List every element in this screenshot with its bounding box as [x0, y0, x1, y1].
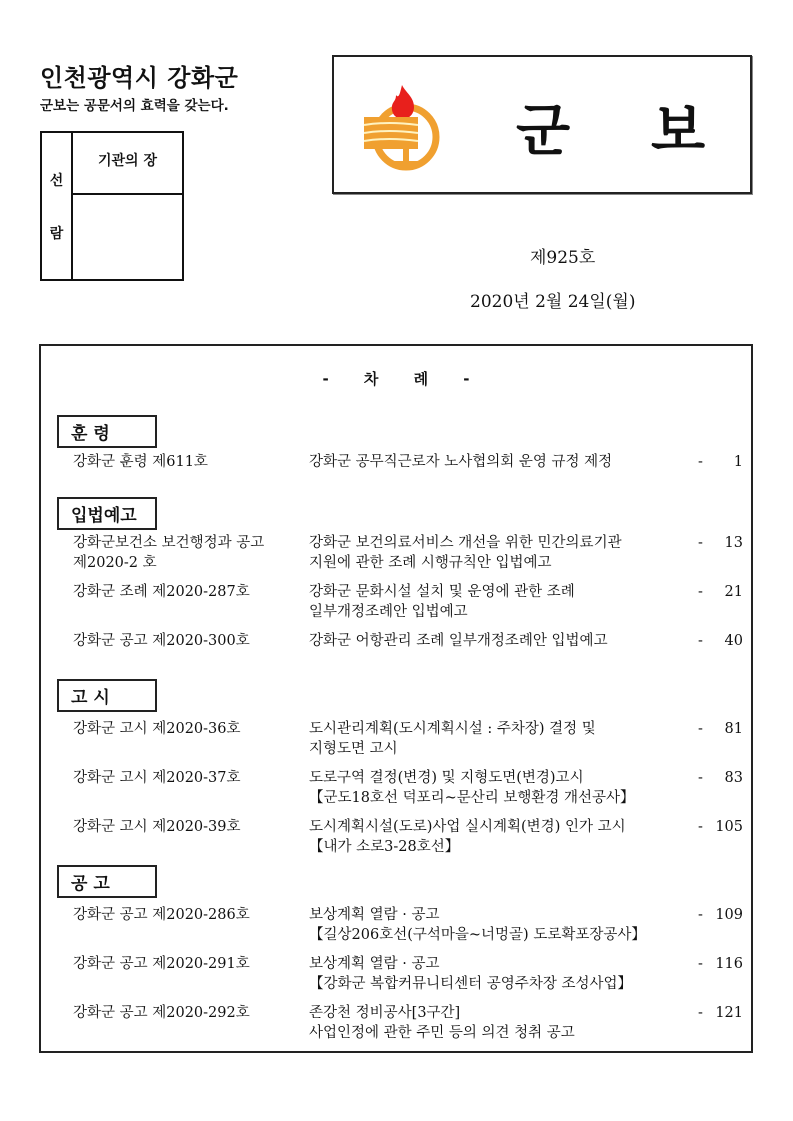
entry-title: 존강천 정비공사[3구간] 사업인정에 관한 주민 등의 의견 청취 공고 [309, 1005, 575, 1041]
table-of-contents: - 차 례 - 훈 령 강화군 훈령 제611호 강화군 공무직근로자 노사협의회 운영 규정 제정 - 1 입법예고 강화군보건소 보건행정과 공고 제2020-2 호 강화군 보건의료서비스 개선을 위한 민간의료기관 지원에 관한 조례 시행규칙안 입법예고 - 13 강화군 조례 제2020-287호 강화군 문화시설 설치 및 운영에 관한 조례 일부개정조례안 입법예고 - 21 강화군 공고 제2020-300호 강화군 어항관리 조례 일부개정조례안 입법예고 - 40 고 시 강화군 고시 제2020-36호 도시관리계획(도시계획시설 : 주차장) 결정 및 지형도면 고시 - 81 강화군 고시 제2020-37호 도로구역 결정(변경) 및 지형도면(변경)고시 【군도18호선 덕포리~문산리 보행환경 개선공사】 - 83 강화군 고시 제2020-39호 도시계획시설(도로)사업 실시계획(변경) 인가 고시 【내가 소로3-28호선】 - 105 공 고 강화군 공고 제2020-286호 보상계획 열람 · 공고 【길상206호선(구석마을~너멍골) 도로확포장공사】 - 109 강화군 공고 제2020-291호 보상계획 열람 · 공고 【강화군 복합커뮤니티센터 공영주차장 조성사업】 - 116 강화군 공고 제2020-292호 존강천 정비공사[3구간] 사업인정에 관한 주민 등의 의견 청취 공고 - 121 [39, 344, 753, 1053]
side-label-top: 선 [49, 172, 64, 189]
section-heading-text: 훈 령 [71, 424, 110, 444]
entry-page: 1 [733, 454, 743, 470]
entry-title: 강화군 공무직근로자 노사협의회 운영 규정 제정 [309, 454, 613, 470]
entry-source: 강화군 공고 제2020-300호 [73, 633, 250, 649]
entry-page: 116 [715, 956, 743, 972]
entry-page: 13 [724, 535, 743, 551]
entry-source: 강화군 조례 제2020-287호 [73, 584, 250, 600]
issue-number: 제925호 [530, 248, 596, 268]
entry-page: 121 [715, 1005, 743, 1021]
masthead [332, 55, 752, 194]
entry-source: 강화군 공고 제2020-291호 [73, 956, 250, 972]
entry-page: 105 [715, 819, 743, 835]
entry-title: 강화군 어항관리 조례 일부개정조례안 입법예고 [309, 633, 608, 649]
entry-source: 강화군 공고 제2020-286호 [73, 907, 250, 923]
side-label-bottom: 람 [49, 225, 64, 242]
entry-title: 보상계획 열람 · 공고 【길상206호선(구석마을~너멍골) 도로확포장공사】 [309, 907, 646, 943]
section-heading-legislative-notice [57, 497, 157, 530]
entry-page: 109 [715, 907, 743, 923]
entry-source: 강화군 훈령 제611호 [73, 454, 208, 470]
section-heading-text: 입법예고 [71, 506, 137, 526]
entry-title: 강화군 문화시설 설치 및 운영에 관한 조례 일부개정조례안 입법예고 [309, 584, 575, 620]
section-heading-text: 고 시 [71, 688, 110, 708]
signature-area [73, 195, 182, 279]
circulation-box [40, 131, 184, 281]
entry-source: 강화군보건소 보건행정과 공고 제2020-2 호 [73, 535, 265, 571]
section-heading-text: 공 고 [71, 874, 110, 894]
entry-source: 강화군 고시 제2020-37호 [73, 770, 241, 786]
entry-source: 강화군 공고 제2020-292호 [73, 1005, 250, 1021]
entry-title: 도로구역 결정(변경) 및 지형도면(변경)고시 【군도18호선 덕포리~문산리 보행환경 개선공사】 [309, 770, 635, 806]
org-subtitle: 군보는 공문서의 효력을 갖는다. [40, 98, 229, 114]
entry-title: 강화군 보건의료서비스 개선을 위한 민간의료기관 지원에 관한 조례 시행규칙안 입법예고 [309, 535, 622, 571]
entry-title: 도시계획시설(도로)사업 실시계획(변경) 인가 고시 【내가 소로3-28호선】 [309, 819, 626, 855]
entry-title: 보상계획 열람 · 공고 【강화군 복합커뮤니티센터 공영주차장 조성사업】 [309, 956, 632, 992]
entry-page: 83 [724, 770, 743, 786]
agency-head-label: 기관의 장 [73, 133, 182, 195]
issue-date: 2020년 2월 24일(월) [470, 292, 636, 312]
entry-source: 강화군 고시 제2020-39호 [73, 819, 241, 835]
masthead-title-char-1: 군 [516, 99, 571, 164]
entry-page: 40 [724, 633, 743, 649]
section-heading-gosi [57, 679, 157, 712]
masthead-title-char-2: 보 [651, 99, 706, 164]
section-heading-hunryeong [57, 415, 157, 448]
entry-page: 21 [724, 584, 743, 600]
toc-title: - 차 례 - [322, 370, 470, 388]
section-heading-gonggo [57, 865, 157, 898]
entry-source: 강화군 고시 제2020-36호 [73, 721, 241, 737]
county-emblem-icon [358, 79, 448, 175]
org-title: 인천광역시 강화군 [40, 64, 239, 92]
entry-title: 도시관리계획(도시계획시설 : 주차장) 결정 및 지형도면 고시 [309, 721, 596, 757]
circulation-side-label [42, 133, 73, 279]
entry-page: 81 [724, 721, 743, 737]
